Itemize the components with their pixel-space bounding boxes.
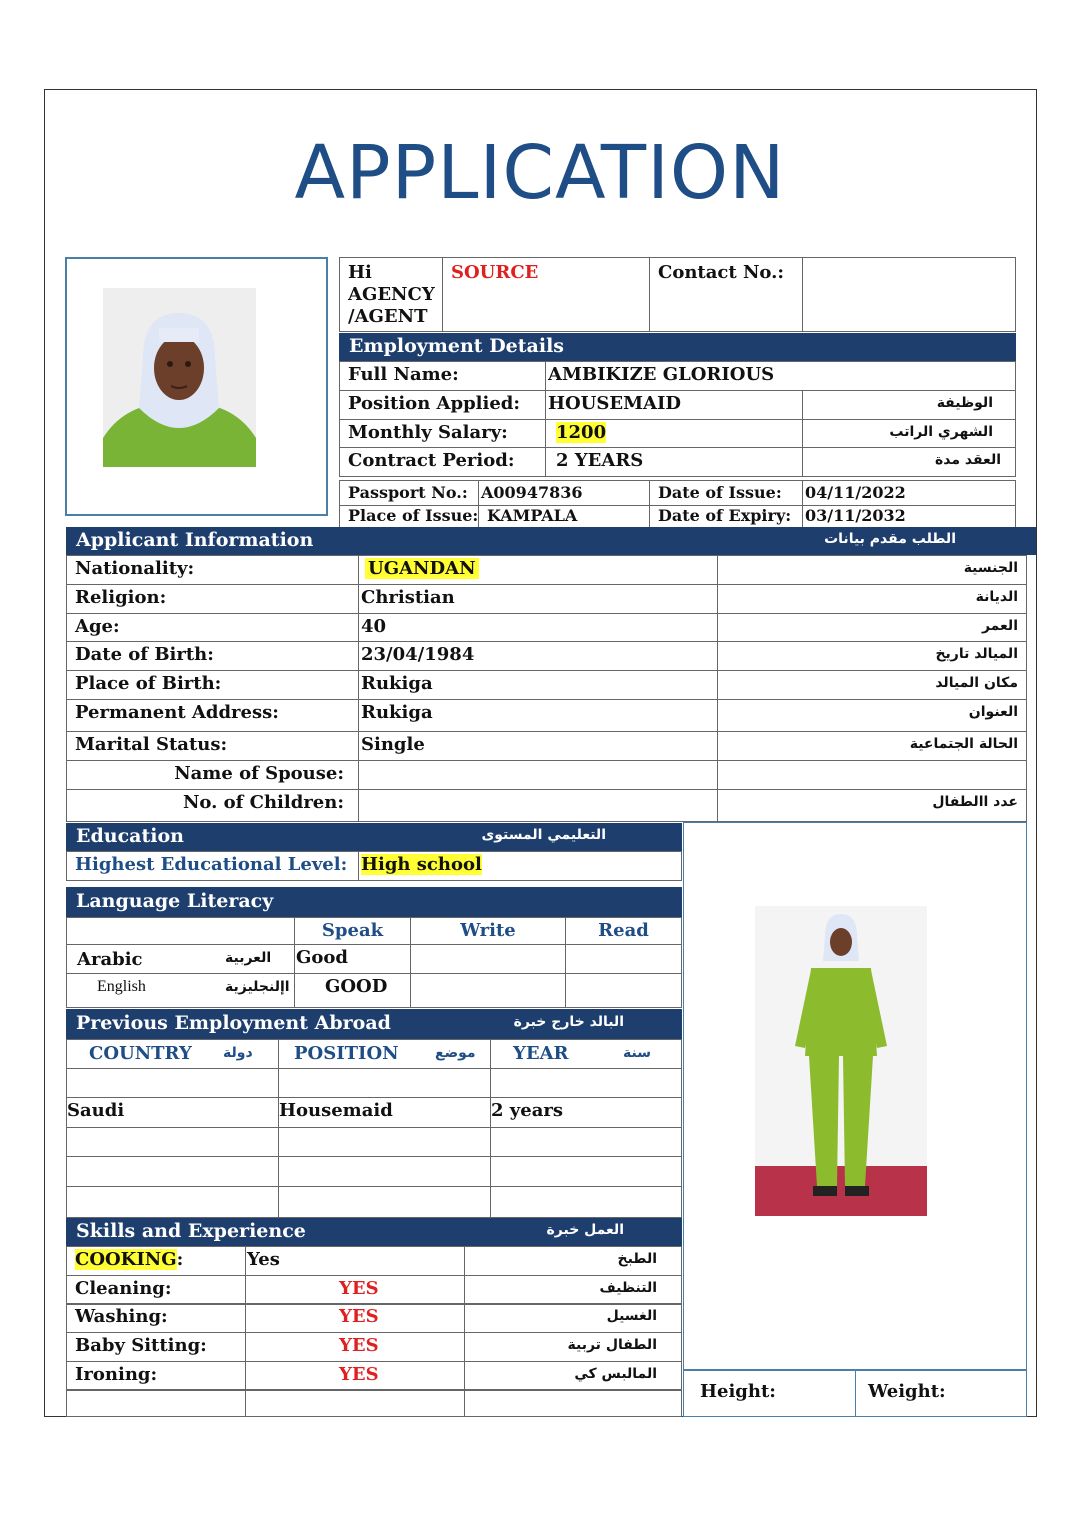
applicant-row-value-cell (358, 613, 718, 642)
previous-col-position-arabic: موضع (435, 1045, 476, 1061)
previous-year (490, 1156, 682, 1187)
position-arabic (802, 390, 1016, 420)
language-write-value (410, 973, 566, 1008)
applicant-row-arabic-cell (717, 789, 1027, 822)
applicant-row-arabic-cell (717, 670, 1027, 700)
previous-col-position-label: POSITION (294, 1043, 399, 1064)
contract-value: 2 YEARS (545, 447, 803, 477)
previous-position: Housemaid (278, 1097, 491, 1128)
salary-value: 1200 (556, 422, 607, 443)
applicant-row-value-cell (358, 584, 718, 614)
applicant-row-arabic: عدد االطفال (932, 794, 1018, 810)
applicant-row-arabic-cell (717, 760, 1027, 790)
language-read-value (565, 973, 682, 1008)
skill-value-cell (245, 1275, 465, 1305)
position-label: Position Applied: (339, 390, 546, 420)
language-speak-value: Good (294, 944, 411, 974)
language-name-cell (66, 973, 295, 1008)
applicant-row-label: Religion: (66, 584, 359, 614)
education-heading (66, 823, 682, 851)
applicant-row-arabic-cell (717, 584, 1027, 614)
applicant-row-value: 40 (361, 616, 387, 637)
applicant-heading (66, 527, 1036, 555)
applicant-row-label: Permanent Address: (66, 699, 359, 732)
employment-heading: Employment Details (339, 333, 1016, 361)
skill-value: Yes (247, 1249, 280, 1270)
skill-value-cell (245, 1361, 465, 1391)
applicant-row-arabic: الحالة الجتماعية (909, 736, 1018, 752)
skill-label: Ironing: (75, 1364, 158, 1385)
previous-col-country-label: COUNTRY (89, 1043, 192, 1064)
previous-col-year (490, 1039, 682, 1069)
previous-col-year-arabic: سنة (623, 1045, 651, 1061)
previous-position (278, 1127, 491, 1157)
skill-label-cell (66, 1361, 246, 1391)
passport-number-label: Passport No.: (339, 480, 479, 506)
applicant-row-value-cell (358, 789, 718, 822)
skill-label-cell (66, 1332, 246, 1362)
skill-value-cell (245, 1332, 465, 1362)
previous-country (66, 1186, 279, 1218)
skill-arabic-cell (464, 1303, 682, 1333)
expiry-date-label: Date of Expiry: (649, 505, 803, 528)
skill-arabic-cell (464, 1246, 682, 1276)
previous-col-country (66, 1039, 279, 1069)
agency-source: SOURCE (442, 257, 650, 332)
skill-label-cell (66, 1275, 246, 1305)
skill-arabic: الغسيل (606, 1308, 657, 1324)
language-name-arabic: اإلنجليزية (225, 979, 290, 995)
applicant-row-arabic: مكان الميالد (935, 675, 1018, 691)
previous-heading-arabic: البالد خارج خبرة (513, 1014, 624, 1030)
previous-country (66, 1068, 279, 1098)
applicant-heading-arabic: الطلب مقدم بيانات (824, 531, 956, 547)
applicant-row-arabic-cell (717, 731, 1027, 761)
previous-year (490, 1127, 682, 1157)
skill-value-cell (245, 1246, 465, 1276)
place-of-issue-label: Place of Issue: (339, 505, 479, 528)
issue-date-label: Date of Issue: (649, 480, 803, 506)
skill-arabic: الطبخ (617, 1251, 657, 1267)
applicant-row-label: Marital Status: (66, 731, 359, 761)
full-name-value: AMBIKIZE GLORIOUS (545, 361, 1016, 391)
previous-heading-label: Previous Employment Abroad (76, 1012, 391, 1034)
applicant-row-label: Date of Birth: (66, 641, 359, 671)
passport-number: A00947836 (478, 480, 650, 506)
skill-label: COOKING (75, 1249, 177, 1270)
skill-label: Cleaning: (75, 1278, 172, 1299)
education-level-label: Highest Educational Level: (66, 851, 359, 881)
skill-value: YES (339, 1335, 379, 1356)
previous-country (66, 1156, 279, 1187)
place-of-issue-value: KAMPALA (478, 505, 650, 528)
skill-value: YES (339, 1278, 379, 1299)
applicant-row-value-cell (358, 555, 718, 585)
salary-cell (545, 419, 803, 448)
applicant-row-label: Name of Spouse: (66, 760, 359, 790)
previous-col-year-label: YEAR (513, 1043, 569, 1064)
contract-label: Contract Period: (339, 447, 546, 477)
position-arabic-label: الوظيفة (936, 395, 993, 411)
applicant-row-value-cell (358, 670, 718, 700)
applicant-row-value: Christian (361, 587, 455, 608)
applicant-row-value: Single (361, 734, 425, 755)
skill-arabic: المالبس كي (574, 1366, 657, 1382)
skill-arabic-cell (464, 1361, 682, 1391)
contact-value (802, 257, 1016, 332)
language-write-value (410, 944, 566, 974)
applicant-row-arabic-cell (717, 555, 1027, 585)
language-heading: Language Literacy (66, 887, 682, 917)
applicant-row-label: Nationality: (66, 555, 359, 585)
applicant-row-value-cell (358, 760, 718, 790)
skills-heading-arabic: العمل خبرة (546, 1222, 624, 1238)
education-level-cell (358, 851, 682, 881)
education-heading-arabic: التعليمي المستوى (481, 827, 606, 843)
applicant-row-arabic-cell (717, 641, 1027, 671)
applicant-row-value: Rukiga (361, 702, 433, 723)
applicant-row-arabic: الديانة (975, 589, 1018, 605)
applicant-row-value: UGANDAN (365, 558, 479, 579)
agency-label-line: Hi (348, 262, 372, 283)
skill-arabic: التنظيف (599, 1280, 657, 1296)
previous-country (66, 1127, 279, 1157)
previous-year (490, 1068, 682, 1098)
applicant-row-arabic: العنوان (968, 704, 1018, 720)
salary-arabic (802, 419, 1016, 448)
previous-country: Saudi (66, 1097, 279, 1128)
previous-col-country-arabic: دولة (223, 1045, 253, 1061)
contact-label: Contact No.: (649, 257, 803, 332)
skill-arabic-cell (464, 1389, 682, 1417)
full-name-label: Full Name: (339, 361, 546, 391)
skill-arabic-cell (464, 1275, 682, 1305)
applicant-row-value: Rukiga (361, 673, 433, 694)
height-label: Height: (683, 1370, 856, 1417)
applicant-row-value-cell (358, 731, 718, 761)
skill-value-cell (245, 1389, 465, 1417)
applicant-row-arabic: الميالد تاريخ (935, 646, 1018, 662)
applicant-row-arabic: العمر (981, 618, 1018, 634)
language-col-write: Write (410, 917, 566, 945)
agency-label-line: /AGENT (348, 306, 428, 327)
skill-label-cell (66, 1389, 246, 1417)
portrait-photo (103, 288, 256, 467)
language-name: Arabic (77, 949, 143, 970)
applicant-row-label: No. of Children: (66, 789, 359, 822)
language-speak-value: GOOD (294, 973, 411, 1008)
language-name-cell (66, 944, 295, 974)
previous-col-position (278, 1039, 491, 1069)
previous-heading (66, 1009, 682, 1039)
skill-value-cell (245, 1303, 465, 1333)
previous-position (278, 1068, 491, 1098)
skill-label-cell (66, 1303, 246, 1333)
contract-arabic-label: العقد مدة (934, 452, 1001, 468)
page-title: APPLICATION (294, 130, 786, 216)
skill-label-cell (66, 1246, 246, 1276)
salary-label: Monthly Salary: (339, 419, 546, 448)
full-body-photo (755, 906, 927, 1216)
applicant-row-arabic-cell (717, 613, 1027, 642)
language-header-blank (66, 917, 295, 945)
expiry-date-value: 03/11/2032 (802, 505, 1016, 528)
skills-heading (66, 1218, 682, 1246)
language-col-speak: Speak (294, 917, 411, 945)
previous-year: 2 years (490, 1097, 682, 1128)
applicant-row-arabic: الجنسية (963, 560, 1018, 576)
position-value: HOUSEMAID (545, 390, 803, 420)
skill-label: Baby Sitting: (75, 1335, 207, 1356)
applicant-row-label: Age: (66, 613, 359, 642)
applicant-heading-label: Applicant Information (76, 529, 314, 551)
skill-arabic: الطفال تربية (567, 1337, 657, 1353)
applicant-row-value-cell (358, 641, 718, 671)
previous-position (278, 1156, 491, 1187)
skill-label: Washing: (75, 1306, 168, 1327)
applicant-row-value-cell (358, 699, 718, 732)
applicant-row-arabic-cell (717, 699, 1027, 732)
skill-value: YES (339, 1364, 379, 1385)
skill-value: YES (339, 1306, 379, 1327)
education-level-value: High school (361, 854, 482, 875)
applicant-row-label: Place of Birth: (66, 670, 359, 700)
language-read-value (565, 944, 682, 974)
language-col-read: Read (565, 917, 682, 945)
weight-label: Weight: (855, 1370, 1027, 1417)
agency-label (339, 257, 443, 332)
skill-arabic-cell (464, 1332, 682, 1362)
language-name: English (97, 978, 146, 995)
agency-label-line: AGENCY (348, 284, 435, 305)
previous-year (490, 1186, 682, 1218)
issue-date-value: 04/11/2022 (802, 480, 1016, 506)
salary-arabic-label: الشهري الراتب (889, 424, 993, 440)
previous-position (278, 1186, 491, 1218)
skills-heading-label: Skills and Experience (76, 1220, 306, 1242)
applicant-row-value: 23/04/1984 (361, 644, 475, 665)
skill-label-suffix: : (176, 1249, 184, 1270)
education-heading-label: Education (76, 825, 184, 847)
contract-arabic (802, 447, 1016, 477)
language-name-arabic: العربية (225, 950, 272, 966)
